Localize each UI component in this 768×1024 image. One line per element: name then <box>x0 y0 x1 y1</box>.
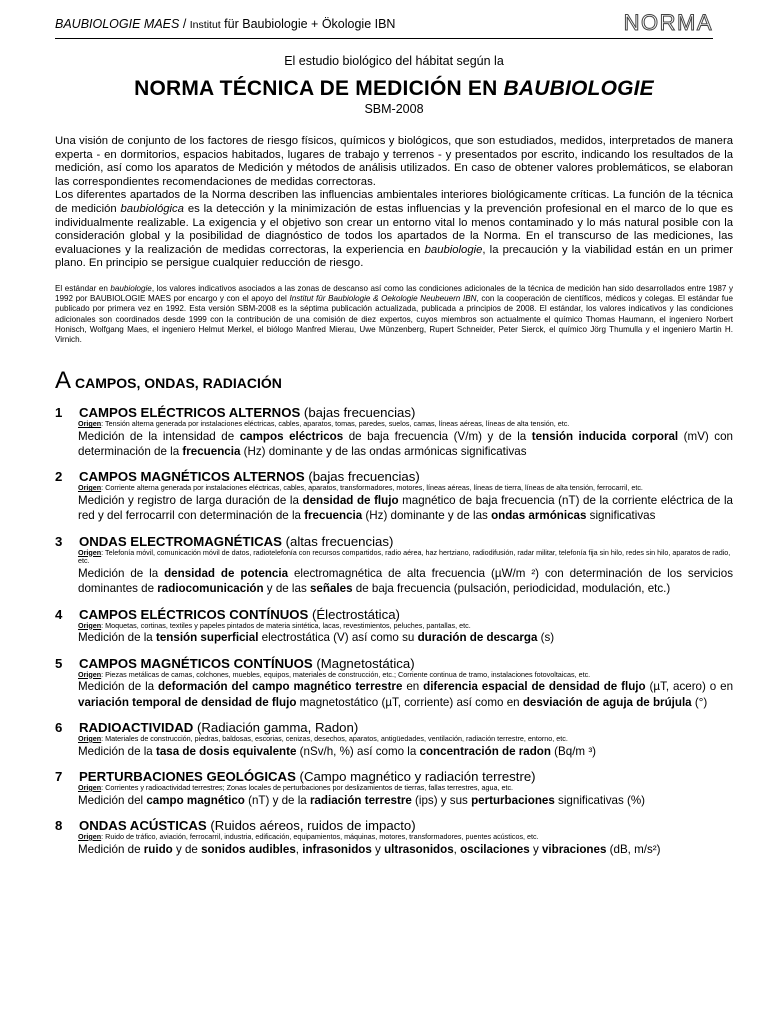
item-description <box>78 842 733 857</box>
description-text: magnético de baja frecuencia (nT) de la corriente eléctrica de la red y del ferrocarril con determinación de la <box>78 494 733 523</box>
item-description <box>78 429 733 459</box>
item-number: 2 <box>55 469 63 485</box>
item-number: 7 <box>55 768 63 784</box>
description-bold: vibraciones <box>541 842 607 856</box>
item-subtitle: (Électrostática) <box>308 606 400 622</box>
description-text: Medición de la <box>78 631 156 645</box>
description-bold: desviación de aguja de brújula <box>522 695 692 709</box>
fineprint-d: Institut für Baubiologie & Oekologie Neubeuern IBN <box>289 294 477 304</box>
origin-label: Origen <box>78 483 102 493</box>
list-item <box>55 469 733 523</box>
description-text: Medición y registro de larga duración de la <box>78 494 303 508</box>
description-text: (mV) con determinación de la <box>78 429 734 459</box>
item-subtitle: (Radiación gamma, Radon) <box>193 719 359 735</box>
item-description <box>78 493 733 523</box>
item-name: CAMPOS MAGNÉTICOS CONTÍNUOS <box>79 655 313 671</box>
header-separator: / <box>179 17 190 31</box>
description-text: Medición de la <box>78 567 165 581</box>
description-bold: tensión inducida corporal <box>531 429 679 443</box>
origin-label: Origen <box>78 782 102 792</box>
item-number: 5 <box>55 655 63 671</box>
item-subtitle: (Campo magnético y radiación terrestre) <box>295 768 536 784</box>
item-heading <box>55 656 733 671</box>
item-heading <box>55 405 733 420</box>
item-body <box>78 833 733 857</box>
document-version: SBM-2008 <box>364 102 424 116</box>
description-text: significativas <box>586 509 656 523</box>
origin-label: Origen <box>78 620 102 630</box>
origin-text: : Corriente alterna generada por instalaciones eléctricas, cables, aparatos, transformadores, motores, líneas aéreas, líneas de tierra, líneas de alta tensión, ferrocarril, etc. <box>101 483 643 493</box>
description-text: (µT, acero) o en <box>645 680 734 694</box>
intro-p2-text-e: , la precaución y la viabilidad están en un primer plano. En principio se persigue cualquier reducción de riesgo. <box>55 243 734 270</box>
item-heading <box>55 534 733 549</box>
description-bold: campos eléctricos <box>239 429 344 443</box>
item-body <box>78 735 733 759</box>
items-list <box>55 405 733 857</box>
description-text: de baja frecuencia (V/m) y de la <box>343 429 532 443</box>
header-institute-prefix: Institut <box>189 19 221 31</box>
item-name: ONDAS ELECTROMAGNÉTICAS <box>79 533 282 549</box>
page-header <box>55 10 713 39</box>
description-text: (nT) y de la <box>244 793 310 807</box>
item-subtitle: (Ruidos aéreos, ruidos de impacto) <box>206 817 416 833</box>
title-italic: BAUBIOLOGIE <box>503 77 654 100</box>
description-text: y <box>371 842 385 856</box>
description-bold: ultrasonidos <box>384 842 454 856</box>
item-name: CAMPOS MAGNÉTICOS ALTERNOS <box>79 469 305 485</box>
description-text: y de <box>172 842 202 856</box>
intro-p2-italic-d: baubiologie <box>424 243 483 256</box>
description-text: , <box>453 842 461 856</box>
item-number: 8 <box>55 817 63 833</box>
description-text: electromagnética de alta frecuencia (µW/m ²) con determinación de los servicios dominantes de <box>78 567 733 596</box>
item-name: CAMPOS ELÉCTRICOS ALTERNOS <box>79 405 301 421</box>
description-text: de baja frecuencia (pulsación, periodicidad, modulación, etc.) <box>352 582 671 596</box>
item-name: RADIOACTIVIDAD <box>79 719 194 735</box>
item-number: 3 <box>55 533 63 549</box>
item-name: ONDAS ACÚSTICAS <box>79 817 207 833</box>
item-number: 1 <box>55 405 63 421</box>
description-bold: duración de descarga <box>417 631 538 645</box>
description-bold: señales <box>309 582 353 596</box>
fineprint-c: , los valores indicativos asociados a las zonas de descanso así como las condiciones adicionales de la técnica de medición han sido desarrollados entre 1987 y 1992 por BAUBIOLOGIE MAES por encargo y con el apoyo del <box>55 283 733 304</box>
item-origin <box>78 784 733 793</box>
item-subtitle: (Magnetostática) <box>312 655 415 671</box>
origin-label: Origen <box>78 669 102 679</box>
list-item <box>55 720 733 759</box>
item-description <box>78 566 733 596</box>
item-origin <box>78 833 733 842</box>
item-heading <box>55 469 733 484</box>
description-bold: infrasonidos <box>302 842 372 856</box>
origin-label: Origen <box>78 419 102 429</box>
description-bold: tasa de dosis equivalente <box>155 744 297 758</box>
description-bold: radiación terrestre <box>309 793 412 807</box>
description-bold: diferencia espacial de densidad de flujo <box>423 680 646 694</box>
origin-label: Origen <box>78 733 102 743</box>
description-text: (s) <box>537 631 555 645</box>
description-bold: ruido <box>143 842 173 856</box>
description-text: y de las <box>263 582 310 596</box>
description-text: electrostática (V) así como su <box>258 631 418 645</box>
description-bold: campo magnético <box>146 793 245 807</box>
item-name: PERTURBACIONES GEOLÓGICAS <box>79 768 296 784</box>
fineprint-e: , con la cooperación de científicos, médicos y colegas. El estándar fue publicado por primera vez en 1992. Esta versión SBM-2008 es la séptima publicación actualizada, publicada a principios de 2008. El estándar, los valores indicativos y las condiciones adicionales son coordinados desde 1999 con la contribución de una comisión de diez expertos, cuyos miembros son actualmente el químico Thomas Haumann, el ingeniero Norbert Honisch, Wolfgang Maes, el ingeniero Helmut Merkel, el biólogo Manfred Mierau, Uwe Münzenberg, Rupert Schneider, Peter Sierck, el químico Jörg Thumulla y el ingeniero Martin H. Virnich. <box>55 294 733 344</box>
origin-text: : Telefonía móvil, comunicación móvil de datos, radiotelefonía con recursos compartidos, radio aérea, haz hertziano, radiodifusión, radar militar, telefonía fija sin hilo, redes sin hilo, aparatos de radio, etc. <box>78 547 731 566</box>
description-text: (Hz) dominante y de las ondas armónicas significativas <box>240 445 527 459</box>
list-item <box>55 607 733 646</box>
header-institute: für Baubiologie + Ökologie IBN <box>220 17 396 31</box>
document-title <box>55 77 733 101</box>
description-bold: densidad de flujo <box>302 494 399 508</box>
origin-label: Origen <box>78 831 102 841</box>
section-title: CAMPOS, ONDAS, RADIACIÓN <box>75 375 282 392</box>
item-heading <box>55 607 733 622</box>
item-number: 4 <box>55 606 63 622</box>
document-subtitle: El estudio biológico del hábitat según la <box>284 54 504 68</box>
header-source <box>55 17 395 31</box>
description-bold: frecuencia <box>304 509 363 523</box>
item-origin <box>78 420 733 429</box>
description-text: , <box>295 842 303 856</box>
fineprint-b: baubiologie <box>110 283 152 293</box>
description-text: Medición de la <box>78 680 159 694</box>
item-body <box>78 484 733 523</box>
description-bold: deformación del campo magnético terrestre <box>158 680 403 694</box>
description-text: Medición de la intensidad de <box>78 429 240 443</box>
item-subtitle: (bajas frecuencias) <box>300 405 416 421</box>
origin-text: : Moquetas, cortinas, textiles y papeles pintados de materia sintética, lacas, revestimientos, peluches, pantallas, etc. <box>101 620 471 630</box>
list-item <box>55 534 733 597</box>
list-item <box>55 818 733 857</box>
intro-p2-italic-b: baubiológica <box>120 202 184 215</box>
list-item <box>55 656 733 710</box>
title-main: NORMA TÉCNICA DE MEDICIÓN EN <box>134 77 504 100</box>
section-heading <box>55 367 733 395</box>
description-text: y <box>529 842 542 856</box>
item-origin <box>78 735 733 744</box>
item-body <box>78 622 733 646</box>
intro-p2-text-c: es la detección y la minimización de estas influencias y la prevención profesional en el marco de lo que es individualmente realizable. La exigencia y el objetivo son crear un entorno vital lo menos contaminado y lo más natural posible con la consideración global y la posibilidad de diagnóstico de todos los apartados de la Norma. En el transcurso de las mediciones, las evaluaciones y la realización de medidas correctoras, la experiencia en <box>55 202 733 256</box>
item-number: 6 <box>55 719 63 735</box>
list-item <box>55 405 733 459</box>
item-description <box>78 679 733 709</box>
description-bold: densidad de potencia <box>164 567 289 581</box>
intro-p2-text-a: Los diferentes apartados de la Norma describen las influencias ambientales interiores biológicamente críticas. La función de la técnica de medición <box>55 189 733 215</box>
item-body <box>78 671 733 710</box>
description-text: (dB, m/s²) <box>606 842 661 856</box>
description-text: (°) <box>691 695 708 709</box>
description-bold: frecuencia <box>182 445 241 459</box>
description-text: (nSv/h, %) así como la <box>296 744 420 758</box>
description-text: (ips) y sus <box>411 793 472 807</box>
norma-logo: NORMA <box>623 10 713 35</box>
origin-label: Origen <box>78 547 102 557</box>
description-bold: variación temporal de densidad de flujo <box>78 695 297 709</box>
section-letter: A <box>55 367 72 395</box>
description-text: (Hz) dominante y de las <box>362 509 492 523</box>
description-bold: concentración de radon <box>419 744 551 758</box>
origin-text: : Ruido de tráfico, aviación, ferrocarril, industria, edificación, equipamientos, máquinas, motores, transformadores, puentes acústicos, etc. <box>101 831 539 841</box>
description-bold: oscilaciones <box>460 842 530 856</box>
item-body <box>78 420 733 459</box>
item-description <box>78 630 733 645</box>
item-body <box>78 549 733 597</box>
fineprint-paragraph <box>55 284 733 345</box>
item-name: CAMPOS ELÉCTRICOS CONTÍNUOS <box>79 606 309 622</box>
item-description <box>78 793 733 808</box>
item-heading <box>55 769 733 784</box>
item-origin <box>78 484 733 493</box>
origin-text: : Tensión alterna generada por instalaciones eléctricas, cables, aparatos, tomas, paredes, suelos, camas, líneas aéreas, líneas de alta tensión, etc. <box>101 419 570 429</box>
origin-text: : Piezas metálicas de camas, colchones, muebles, equipos, materiales de construcción, etc.; Corriente continua de tramo, instalaciones fotovoltaicas, etc. <box>101 669 591 679</box>
description-text: Medición del <box>78 793 147 807</box>
intro-paragraph-1: Una visión de conjunto de los factores de riesgo físicos, químicos y biológicos, que son estudiados, medidos, interpretados de manera experta - en dormitorios, espacios habitados, lugares de trabajo y terrenos - y presentados por escrito, indicando los resultados de la medición, así como los aparatos de Medición y métodos de análisis utilizados. En caso de obtener valores problemáticos, se elaboran las correspondientes recomendaciones de medidas correctoras. <box>55 135 733 188</box>
intro-paragraph-2 <box>55 189 733 271</box>
item-body <box>78 784 733 808</box>
item-origin <box>78 671 733 680</box>
item-heading <box>55 720 733 735</box>
description-bold: ondas armónicas <box>491 509 587 523</box>
description-bold: sonidos audibles <box>201 842 296 856</box>
list-item <box>55 769 733 808</box>
fineprint-a: El estándar en <box>55 283 111 293</box>
description-text: Medición de la <box>78 744 156 758</box>
item-origin <box>78 622 733 631</box>
item-subtitle: (bajas frecuencias) <box>304 469 420 485</box>
document-body <box>55 48 733 857</box>
description-text: significativas (%) <box>554 793 646 807</box>
item-description <box>78 744 733 759</box>
item-heading <box>55 818 733 833</box>
origin-text: : Materiales de construcción, piedras, baldosas, escorias, cenizas, desechos, aparatos, antigüedades, ventilación, radiación terrestre, entorno, etc. <box>101 733 568 743</box>
description-bold: radiocomunicación <box>157 582 264 596</box>
origin-text: : Corrientes y radioactividad terrestres; Zonas locales de perturbaciones por deslizamientos de tierras, fallas terrestres, agua, etc. <box>101 782 514 792</box>
description-text: Medición de <box>78 842 144 856</box>
description-text: magnetostático (µT, corriente) así como en <box>296 695 523 709</box>
item-subtitle: (altas frecuencias) <box>281 533 394 549</box>
item-origin <box>78 549 733 567</box>
description-text: en <box>402 680 424 694</box>
description-bold: perturbaciones <box>471 793 555 807</box>
description-bold: tensión superficial <box>155 631 259 645</box>
description-text: (Bq/m ³) <box>550 744 597 758</box>
header-brand: BAUBIOLOGIE MAES <box>55 17 180 31</box>
